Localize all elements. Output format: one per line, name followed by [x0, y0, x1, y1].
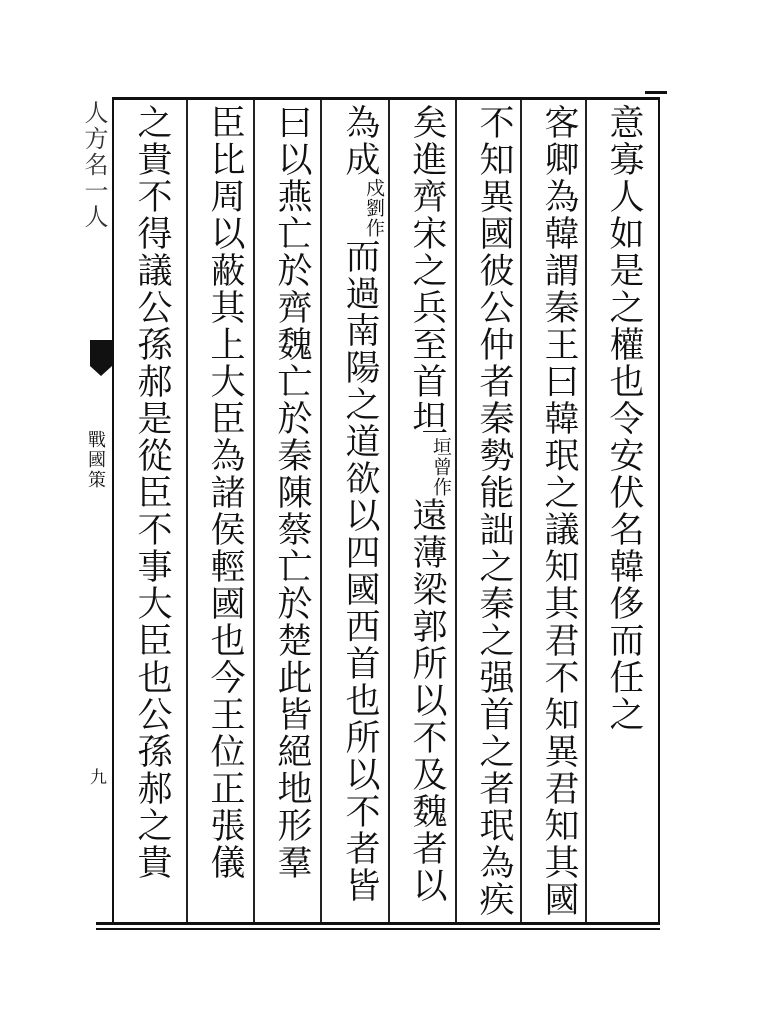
top-border-fragment: [645, 91, 667, 94]
text-column-1: 意寡人如是之權也令安伏名韓侈而任之: [604, 104, 644, 733]
text-column-7: 臣比周以蔽其上大臣為諸侯輕國也今王位正張儀: [205, 104, 245, 881]
column-separator: [320, 100, 322, 922]
interlinear-note: [362, 178, 386, 238]
column-text-before-note: 為成: [340, 104, 380, 178]
text-column-4: [401, 104, 453, 904]
text-column-6: 曰以燕亡於齊魏亡於秦陳蔡亡於楚此皆絕地形羣: [272, 104, 312, 881]
right-border: [658, 97, 660, 925]
note-right-line: 曾作: [430, 457, 452, 497]
column-separator: [388, 100, 390, 922]
left-border: [112, 97, 114, 925]
column-separator: [253, 100, 255, 922]
top-border: [112, 97, 660, 100]
column-separator: [186, 100, 188, 922]
note-left-line: 垣: [430, 437, 452, 457]
column-text-after-note: 而過南陽之道欲以四國西首也所以不者皆: [340, 238, 380, 904]
interlinear-note: [429, 437, 453, 497]
fishtail-mark: [90, 340, 112, 366]
column-text-after-note: 遠薄梁郭所以不及魏者以: [407, 497, 447, 904]
note-right-line: 劉作: [363, 198, 385, 238]
text-column-8: 之貴不得議公孫郝是從臣不事大臣也公孫郝之貴: [132, 104, 172, 881]
text-column-5: [334, 104, 386, 904]
margin-fragment-text: 人方名一人: [80, 100, 108, 230]
column-separator: [585, 100, 587, 922]
bottom-border-inner: [96, 928, 660, 930]
column-separator: [520, 100, 522, 922]
text-column-3: 不知異國彼公仲者秦勢能詘之秦之强首之者珉為疾: [474, 104, 514, 918]
column-separator: [455, 100, 457, 922]
note-left-line: 戍: [363, 178, 385, 198]
column-text-before-note: 矣進齊宋之兵至首坦: [407, 104, 447, 437]
bottom-border: [96, 922, 660, 925]
book-title: 戰國策: [85, 430, 106, 490]
text-column-2: 客卿為韓謂秦王曰韓珉之議知其君不知異君知其國: [539, 104, 579, 918]
page-number: 九: [86, 768, 106, 785]
